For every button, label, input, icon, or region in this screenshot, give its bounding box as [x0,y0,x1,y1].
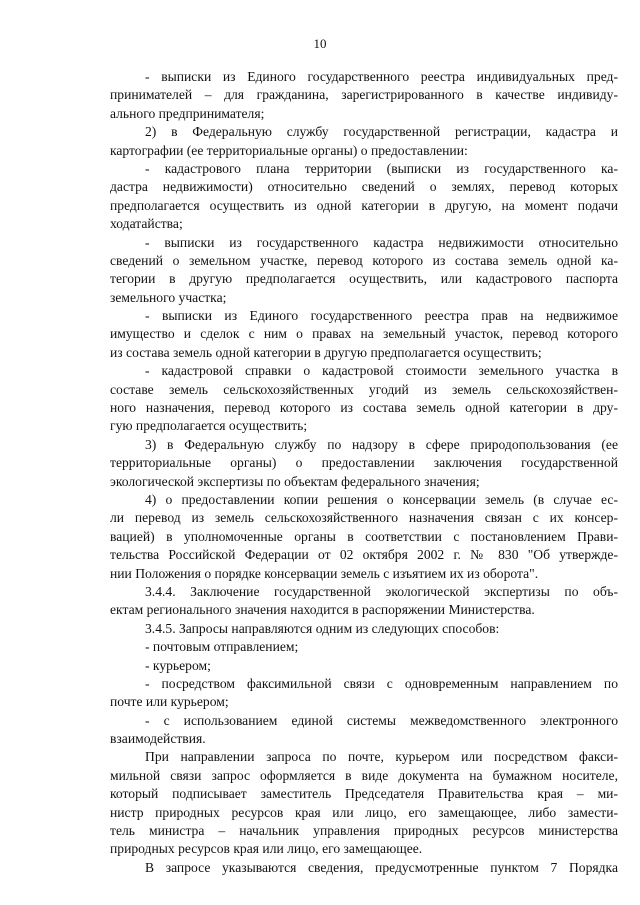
document-body [110,68,618,877]
text-line: тегории в другую предполагается осуществить, или кадастрового паспорта [110,271,618,287]
text-line: природных ресурсов края или лицо, его замещающее. [110,841,423,857]
text-line: составе земель сельскохозяйственных угодий из земель сельскохозяйствен- [110,381,618,397]
text-line: ли перевод из земель сельскохозяйственного назначения связан с их консер- [110,510,618,526]
text-line: - кадастровой справки о кадастровой стоимости земельного участка в [145,363,618,379]
text-line: из состава земель одной категории в другую предполагается осуществить; [110,344,542,360]
text-line: территориальные органы) о предоставлении заключения государственной [110,455,618,471]
text-line: - выписки из государственного кадастра недвижимости относительно [145,234,618,250]
text-line: - кадастрового плана территории (выписки из государственного ка- [145,160,618,176]
text-line: 3.4.5. Запросы направляются одним из следующих способов: [145,620,500,636]
text-line: предполагается осуществить из одной категории в другую, на момент подачи [110,197,618,213]
text-line: который подписывает заместитель Председателя Правительства края – ми- [110,786,618,802]
text-line: ходатайства; [110,216,183,232]
text-line: 3.4.4. Заключение государственной экологической экспертизы по объ- [145,583,618,599]
text-line: тель министра – начальник управления природных ресурсов министерства [110,823,618,839]
text-line: 2) в Федеральную службу государственной регистрации, кадастра и [145,124,618,140]
text-line: принимателей – для гражданина, зарегистрированного в качестве индивиду- [110,87,618,103]
text-line: - выписки из Единого государственного реестра индивидуальных пред- [145,69,618,84]
text-line: сведений о земельном участке, перевод которого из состава земель одной ка- [110,252,618,268]
page-number: 10 [313,36,327,51]
text-line: дастра недвижимости) относительно сведений о землях, перевод которых [110,179,618,195]
text-line: почте или курьером; [110,694,229,710]
text-line: - почтовым отправлением; [145,639,299,655]
text-line: При направлении запроса по почте, курьером или посредством факси- [145,749,618,765]
text-line: взаимодействия. [110,731,206,747]
text-line: картографии (ее территориальные органы) о предоставлении: [110,142,468,158]
text-line: нии Положения о порядке консервации земель с изъятием их из оборота". [110,565,539,581]
text-line: нистр природных ресурсов края или лицо, его замещающее, либо замести- [110,804,618,820]
text-line: - посредством факсимильной связи с одновременным направлением по [145,675,618,691]
text-line: земельного участка; [110,289,227,305]
text-line: ального предпринимателя; [110,105,265,121]
text-line: В запросе указываются сведения, предусмотренные пунктом 7 Порядка [145,859,618,875]
text-line: ного назначения, перевод которого из состава земель одной категории в дру- [110,400,618,416]
text-line: тельства Российской Федерации от 02 октября 2002 г. № 830 "Об утвержде- [110,547,618,563]
text-line: - выписки из Единого государственного реестра прав на недвижимое [145,308,618,324]
text-line: 3) в Федеральную службу по надзору в сфере природопользования (ее [145,436,618,452]
text-line: мильной связи запрос оформляется в виде документа на бумажном носителе, [110,767,618,783]
text-line: 4) о предоставлении копии решения о консервации земель (в случае ес- [145,491,618,507]
text-line: имущество и сделок с ним о правах на земельный участок, перевод которого [110,326,618,342]
text-line: - с использованием единой системы межведомственного электронного [145,712,618,728]
text-line: вацией) в уполномоченные органы в соответствии с постановлением Прави- [110,528,618,544]
text-line: гую предполагается осуществить; [110,418,308,434]
text-line: экологической экспертизы по объектам федерального значения; [110,473,480,489]
text-line: - курьером; [145,657,211,673]
text-line: ектам регионального значения находится в распоряжении Министерства. [110,602,535,618]
